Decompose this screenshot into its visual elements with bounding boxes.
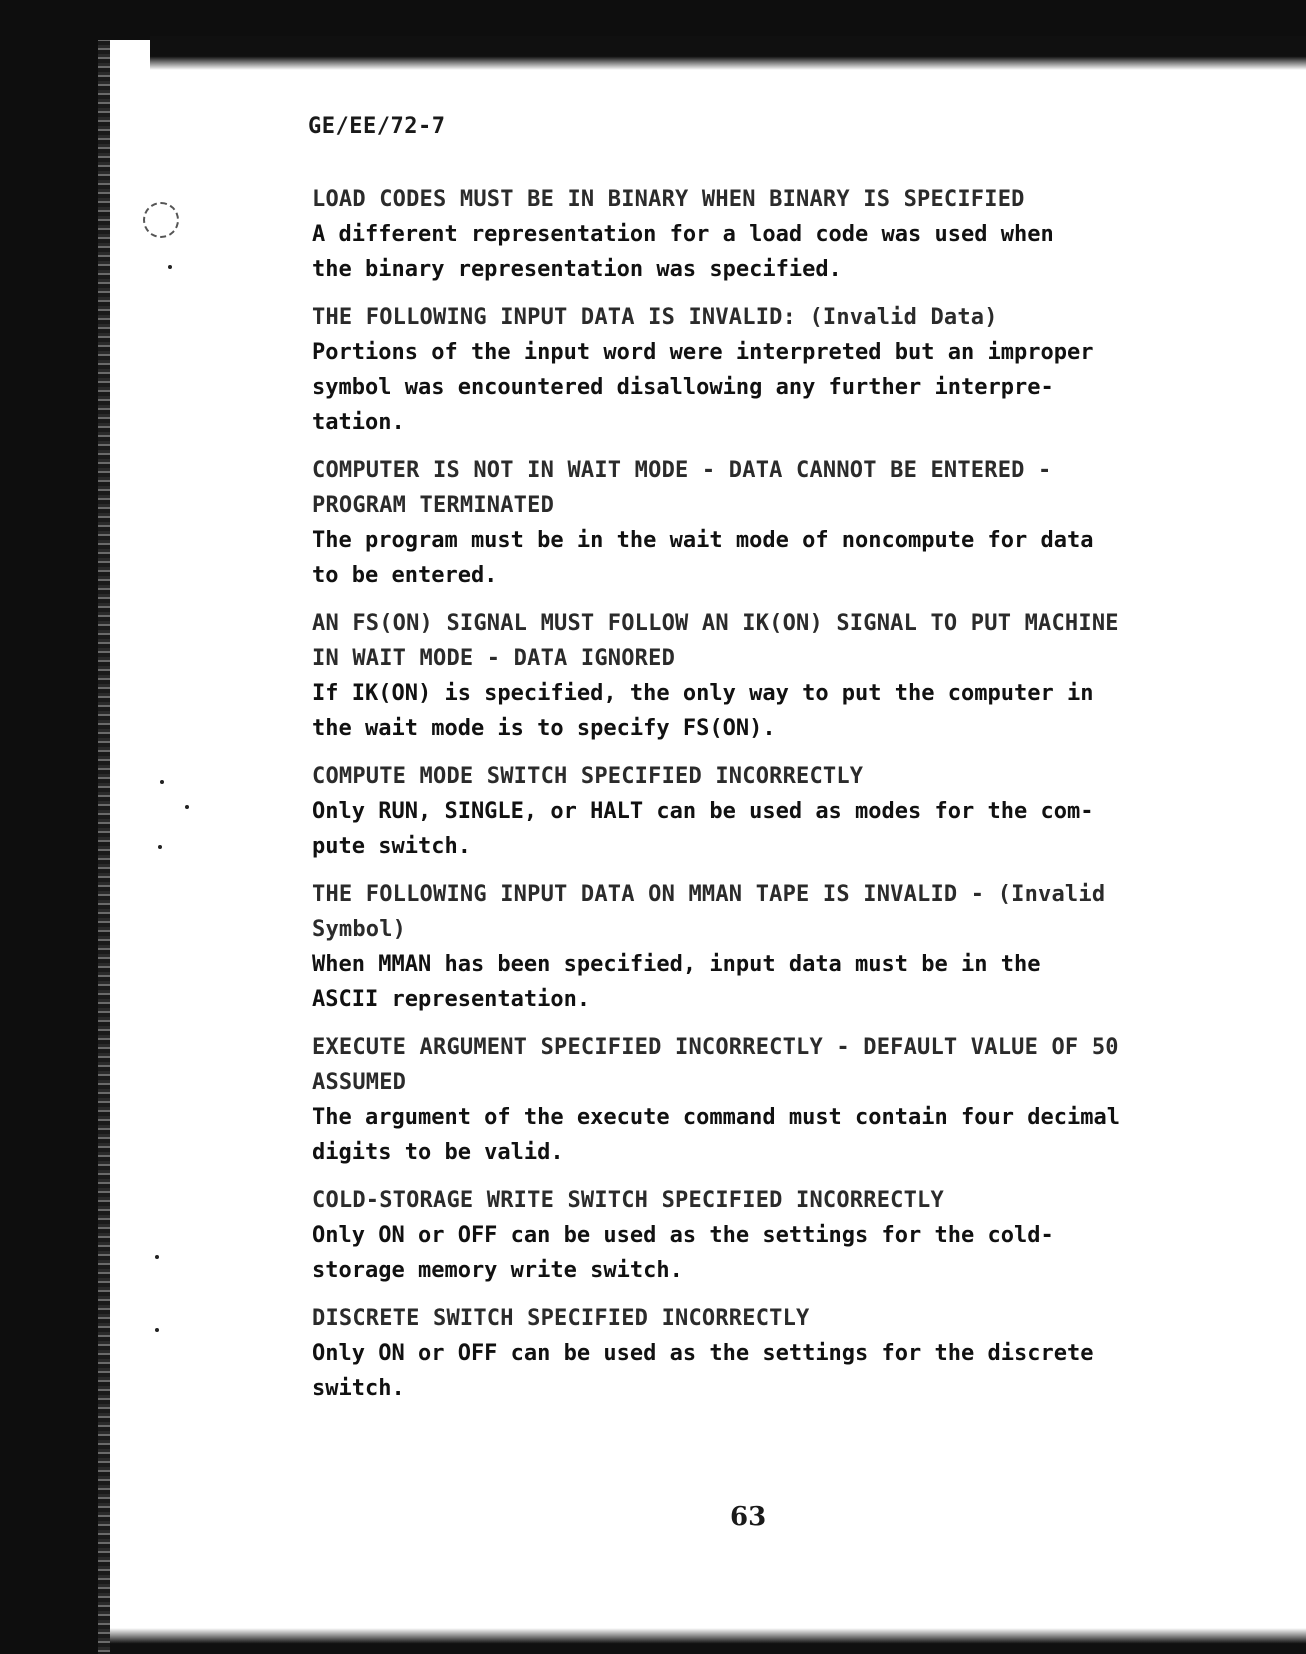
error-heading: EXECUTE ARGUMENT SPECIFIED INCORRECTLY - DEFAULT VALUE OF 50 ASSUMED xyxy=(312,1035,1119,1095)
scan-bottom-rule xyxy=(110,1628,1306,1654)
scan-speck xyxy=(155,1328,159,1332)
error-heading: THE FOLLOWING INPUT DATA IS INVALID: (Invalid Data) xyxy=(312,305,998,330)
error-description: Only RUN, SINGLE, or HALT can be used as modes for the com- pute switch. xyxy=(312,799,1094,859)
error-entry xyxy=(312,877,1192,1017)
error-entry xyxy=(312,300,1192,440)
error-entry xyxy=(312,453,1192,593)
scan-speck xyxy=(185,805,189,809)
error-heading: COMPUTE MODE SWITCH SPECIFIED INCORRECTLY xyxy=(312,764,864,789)
scan-speck xyxy=(160,780,164,784)
error-description: The argument of the execute command must contain four decimal digits to be valid. xyxy=(312,1105,1120,1165)
error-heading: THE FOLLOWING INPUT DATA ON MMAN TAPE IS INVALID - (Invalid Symbol) xyxy=(312,882,1106,942)
error-description: When MMAN has been specified, input data must be in the ASCII representation. xyxy=(312,952,1041,1012)
error-heading: COLD-STORAGE WRITE SWITCH SPECIFIED INCORRECTLY xyxy=(312,1188,944,1213)
scan-speck xyxy=(155,1255,159,1259)
error-entry xyxy=(312,1030,1192,1170)
error-message-list xyxy=(312,182,1192,1419)
document-id: GE/EE/72-7 xyxy=(308,114,446,139)
error-heading: COMPUTER IS NOT IN WAIT MODE - DATA CANNOT BE ENTERED - PROGRAM TERMINATED xyxy=(312,458,1052,518)
error-heading: LOAD CODES MUST BE IN BINARY WHEN BINARY IS SPECIFIED xyxy=(312,187,1025,212)
error-heading: AN FS(ON) SIGNAL MUST FOLLOW AN IK(ON) SIGNAL TO PUT MACHINE IN WAIT MODE - DATA IGNORED xyxy=(312,611,1119,671)
scan-top-rule xyxy=(150,36,1306,70)
error-description: The program must be in the wait mode of noncompute for data to be entered. xyxy=(312,528,1094,588)
scan-speck xyxy=(158,845,162,849)
scan-left-edge xyxy=(0,0,110,1654)
error-entry xyxy=(312,182,1192,287)
error-entry xyxy=(312,1183,1192,1288)
error-entry xyxy=(312,1301,1192,1406)
error-description: Portions of the input word were interpreted but an improper symbol was encountered disallowing any further interpre- tation. xyxy=(312,340,1094,435)
punch-hole xyxy=(143,202,179,238)
error-heading: DISCRETE SWITCH SPECIFIED INCORRECTLY xyxy=(312,1306,810,1331)
scan-top-edge xyxy=(0,0,1306,40)
error-description: If IK(ON) is specified, the only way to put the computer in the wait mode is to specify FS(ON). xyxy=(312,681,1094,741)
scan-speck xyxy=(168,265,172,269)
error-description: A different representation for a load code was used when the binary representation was specified. xyxy=(312,222,1054,282)
error-entry xyxy=(312,759,1192,864)
error-description: Only ON or OFF can be used as the settings for the discrete switch. xyxy=(312,1341,1094,1401)
error-entry xyxy=(312,606,1192,746)
error-description: Only ON or OFF can be used as the settings for the cold- storage memory write switch. xyxy=(312,1223,1054,1283)
page-number: 63 xyxy=(730,1502,767,1532)
